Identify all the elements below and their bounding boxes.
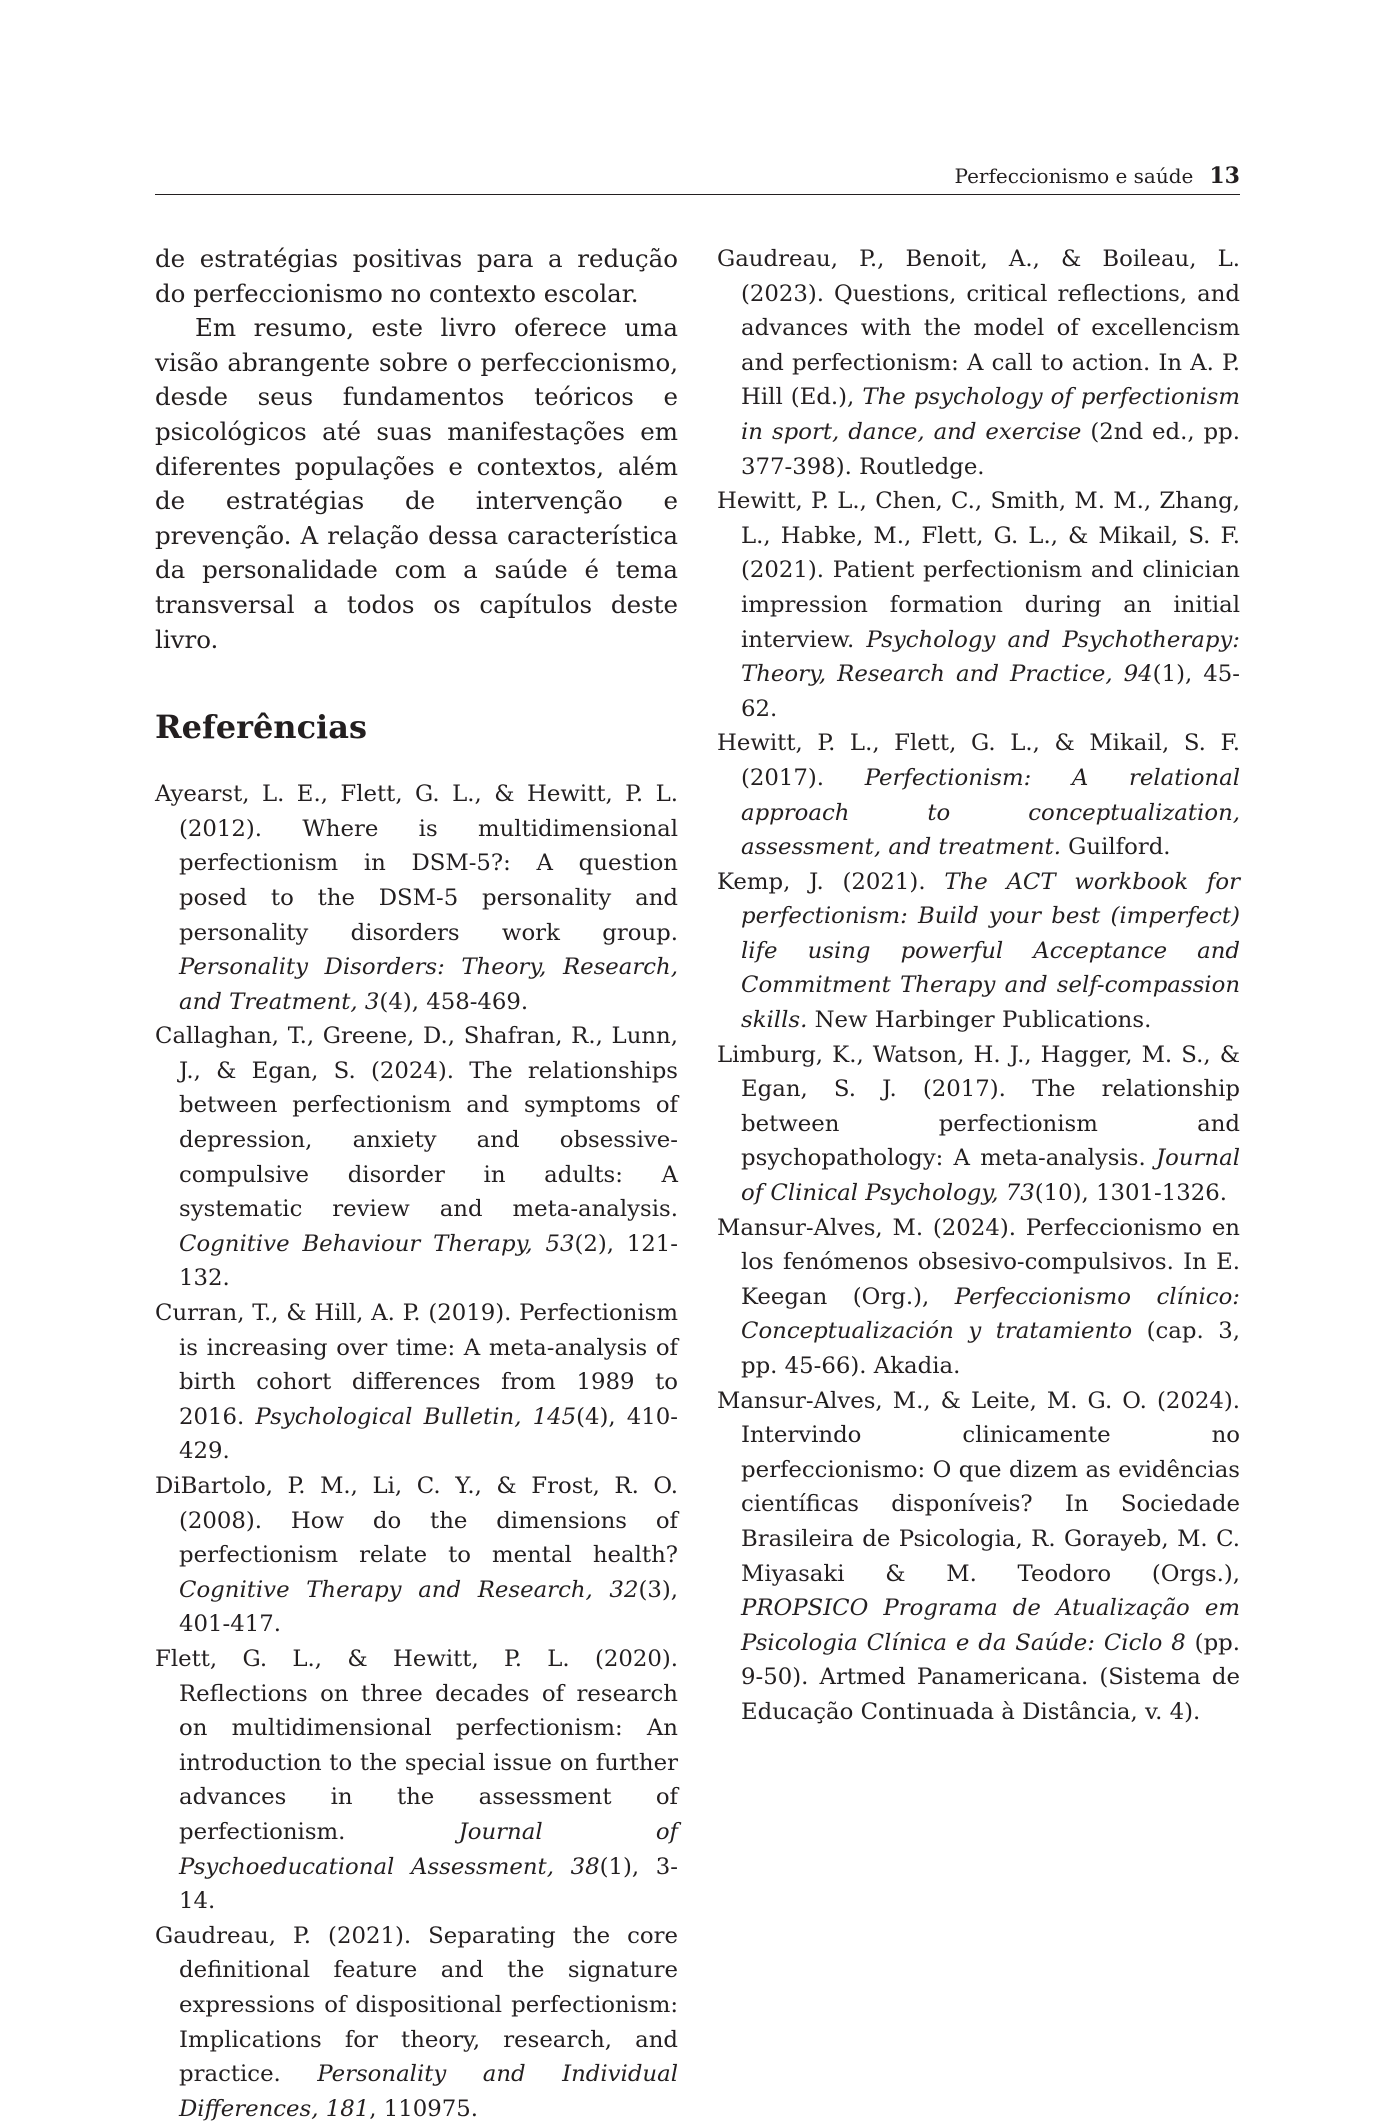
reference-entry: Mansur-Alves, M. (2024). Perfeccionismo en los fenómenos obsesivo-compulsivos. In E. Keegan (Org.), Perfeccionismo clínico: Conceptualización y tratamiento (cap. 3, pp. 45-66). Akadia. (717, 1214, 1240, 1379)
reference-entry: Kemp, J. (2021). The ACT workbook for perfectionism: Build your best (imperfect) life using powerful Acceptance and Commitment Therapy and self-compassion skills. New Harbinger Publications. (717, 868, 1240, 1034)
reference-entry: Flett, G. L., & Hewitt, P. L. (2020). Reflections on three decades of research on multidimensional perfectionism: An introduction to the special issue on further advances in the assessment of perfectionism. Journal of Psychoeducational Assessment, 38(1), 3-14. (155, 1645, 679, 1915)
reference-entry: Gaudreau, P., Benoit, A., & Boileau, L. (2023). Questions, critical reflections, and advances with the model of excellencism and perfectionism: A call to action. In A. P. Hill (Ed.), The psychology of perfectionism in sport, dance, and exercise (2nd ed., pp. 377-398). Routledge. (717, 246, 1240, 480)
references-heading: Referências (155, 708, 367, 747)
running-header (155, 162, 1240, 190)
left-column (155, 242, 678, 2126)
reference-entry: Hewitt, P. L., Chen, C., Smith, M. M., Zhang, L., Habke, M., Flett, G. L., & Mikail, S. F. (2021). Patient perfectionism and clinician impression formation during an initial interview. Psychology and Psychotherapy: Theory, Research and Practice, 94(1), 45-62. (717, 488, 1241, 722)
reference-entry: Mansur-Alves, M., & Leite, M. G. O. (2024). Intervindo clinicamente no perfeccionismo: O que dizem as evidências científicas disponíveis? In Sociedade Brasileira de Psicologia, R. Gorayeb, M. C. Miyasaki & M. Teodoro (Orgs.), PROPSICO Programa de Atualização em Psicologia Clínica e da Saúde: Ciclo 8 (pp. 9-50). Artmed Panamericana. (Sistema de Educação Continuada à Distância, v. 4). (717, 1387, 1241, 1725)
reference-entry: Hewitt, P. L., Flett, G. L., & Mikail, S. F. (2017). Perfectionism: A relational approach to conceptualization, assessment, and treatment. Guilford. (717, 730, 1240, 861)
reference-entry: Limburg, K., Watson, H. J., Hagger, M. S., & Egan, S. J. (2017). The relationship between perfectionism and psychopathology: A meta-analysis. Journal of Clinical Psychology, 73(10), 1301-1326. (717, 1041, 1240, 1207)
body-paragraph: de estratégias positivas para a redução do perfeccionismo no contexto escolar. (155, 244, 678, 308)
page-number: 13 (1209, 163, 1240, 189)
running-title: Perfeccionismo e saúde (954, 164, 1194, 188)
reference-entry: Gaudreau, P. (2021). Separating the core definitional feature and the signature expressions of dispositional perfectionism: Implications for theory, research, and practice. Personality and Individual Differences, 181, 110975. (155, 1922, 678, 2122)
reference-entry: Curran, T., & Hill, A. P. (2019). Perfectionism is increasing over time: A meta-analysis of birth cohort differences from 1989 to 2016. Psychological Bulletin, 145(4), 410-429. (155, 1300, 678, 1465)
reference-entry: Ayearst, L. E., Flett, G. L., & Hewitt, P. L. (2012). Where is multidimensional perfectionism in DSM-5?: A question posed to the DSM-5 personality and personality disorders work group. Personality Disorders: Theory, Research, and Treatment, 3(4), 458-469. (155, 781, 678, 1015)
header-rule (155, 194, 1240, 195)
body-paragraph: Em resumo, este livro oferece uma visão abrangente sobre o perfeccionismo, desde seus fundamentos teóricos e psicológicos até suas manifestações em diferentes populações e contextos, além de estratégias de intervenção e prevenção. A relação dessa característica da personalidade com a saúde é tema transversal a todos os capítulos deste livro. (155, 313, 678, 654)
reference-entry: DiBartolo, P. M., Li, C. Y., & Frost, R. O. (2008). How do the dimensions of perfectionism relate to mental health? Cognitive Therapy and Research, 32(3), 401-417. (155, 1473, 678, 1638)
right-column (717, 242, 1240, 1730)
reference-entry: Callaghan, T., Greene, D., Shafran, R., Lunn, J., & Egan, S. (2024). The relationships between perfectionism and symptoms of depression, anxiety and obsessive-compulsive disorder in adults: A systematic review and meta-analysis. Cognitive Behaviour Therapy, 53(2), 121-132. (155, 1023, 679, 1292)
